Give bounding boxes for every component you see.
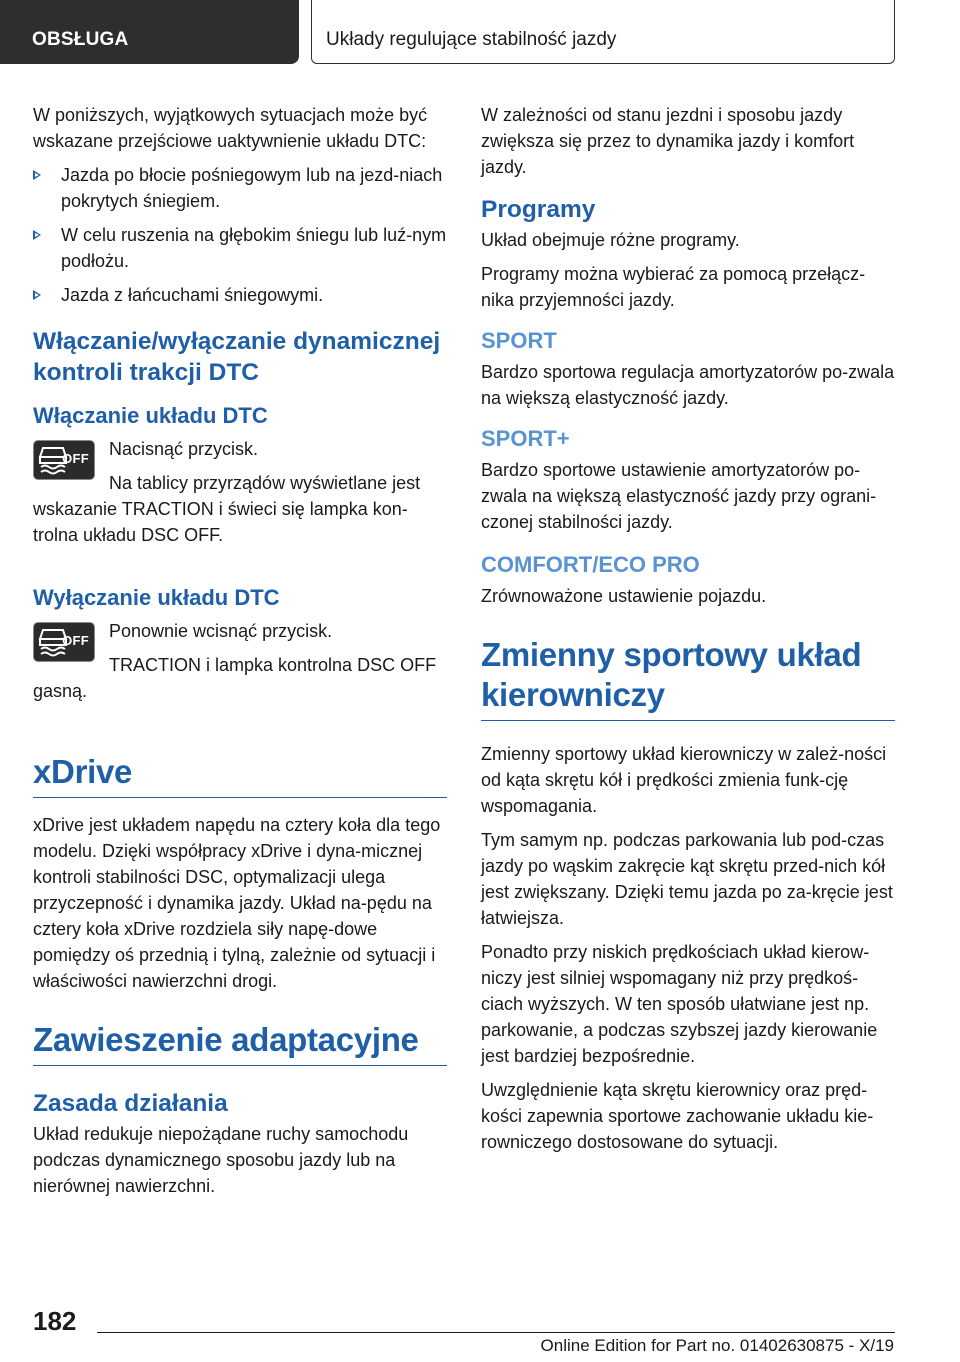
footer-divider bbox=[97, 1332, 895, 1333]
programs-paragraph-2: Programy można wybierać za pomocą przełącz-nika przyjemności jazdy. bbox=[481, 264, 866, 310]
dtc-on-step2: Na tablicy przyrządów wyświetlane jest wskazanie TRACTION i świeci się lampka kon-trolna układu DSC OFF. bbox=[33, 473, 421, 545]
dtc-on-block bbox=[33, 436, 447, 556]
edition-note: Online Edition for Part no. 01402630875 - X/19 bbox=[540, 1336, 894, 1355]
programs-paragraph-1: Układ obejmuje różne programy. bbox=[481, 230, 740, 250]
dtc-button-icon bbox=[33, 440, 95, 480]
section-tab bbox=[0, 0, 299, 64]
list-item: Jazda po błocie pośniegowym lub na jezd-niach pokrytych śniegiem. bbox=[33, 162, 447, 214]
left-column bbox=[33, 102, 447, 1207]
heading-dtc-off: Wyłączanie układu DTC bbox=[33, 585, 280, 610]
section-label: OBSŁUGA bbox=[32, 29, 129, 50]
chapter-title-box bbox=[311, 0, 895, 64]
intro-paragraph: W poniższych, wyjątkowych sytuacjach może być wskazane przejściowe uaktywnienie układu DTC: bbox=[33, 105, 428, 151]
steering-paragraph-1: Zmienny sportowy układ kierowniczy w zależ-ności od kąta skrętu kół i prędkości zmienia funk-cję wspomagania. bbox=[481, 744, 887, 816]
xdrive-paragraph: xDrive jest układem napędu na cztery koła dla tego modelu. Dzięki współpracy xDrive i dyna-micznej kontroli stabilności DSC, optymalizacji ulega przyczepność i dynamika jazdy. Układ na-pędu na cztery koła xDrive rozdziela siły napę-dowe pomiędzy oś przednią i tylną, zależnie od sytuacji i właściwości nawierzchni drogi. bbox=[33, 815, 441, 991]
heading-xdrive: xDrive bbox=[33, 752, 447, 798]
button-off-label: OFF bbox=[62, 451, 89, 466]
heading-sport: SPORT bbox=[481, 328, 557, 353]
heading-comfort-eco-pro: COMFORT/ECO PRO bbox=[481, 552, 700, 577]
page-header bbox=[0, 0, 960, 66]
sport-paragraph: Bardzo sportowa regulacja amortyzatorów po-zwala na większą elastyczność jazdy. bbox=[481, 362, 895, 408]
principle-paragraph: Układ redukuje niepożądane ruchy samochodu podczas dynamicznego sposobu jazdy lub na nierównej nawierzchni. bbox=[33, 1124, 409, 1196]
button-off-label: OFF bbox=[62, 633, 89, 648]
steering-paragraph-2: Tym samym np. podczas parkowania lub pod-czas jazdy po wąskim zakręcie kąt skrętu przed-nich kół jest zwiększany. Dzięki temu jazda po za-kręcie jest łatwiejsza. bbox=[481, 830, 893, 928]
dtc-off-step2: TRACTION i lampka kontrolna DSC OFF gasną. bbox=[33, 655, 437, 701]
dtc-off-block bbox=[33, 618, 447, 712]
comfort-paragraph: Zrównoważone ustawienie pojazdu. bbox=[481, 586, 767, 606]
list-item: Jazda z łańcuchami śniegowymi. bbox=[33, 282, 447, 308]
heading-sport-plus: SPORT+ bbox=[481, 426, 570, 451]
heading-adaptive-suspension: Zawieszenie adaptacyjne bbox=[33, 1020, 447, 1066]
right-column bbox=[481, 102, 895, 1163]
bullet-triangle-icon bbox=[33, 170, 41, 180]
bullet-triangle-icon bbox=[33, 230, 41, 240]
sport-plus-paragraph: Bardzo sportowe ustawienie amortyzatorów po-zwala na większą elastyczność jazdy przy ograni-czonej stabilności jazdy. bbox=[481, 460, 877, 532]
steering-paragraph-4: Uwzględnienie kąta skrętu kierownicy oraz pręd-kości zapewnia sportowe zachowanie układu kie-rowniczego dostosowane do sytuacji. bbox=[481, 1080, 874, 1152]
dtc-on-step1: Nacisnąć przycisk. bbox=[109, 439, 259, 459]
page-number: 182 bbox=[33, 1306, 77, 1336]
dtc-button-icon bbox=[33, 622, 95, 662]
list-item: W celu ruszenia na głębokim śniegu lub luź-nym podłożu. bbox=[33, 222, 447, 274]
dynamics-paragraph: W zależności od stanu jezdni i sposobu jazdy zwiększa się przez to dynamika jazdy i komfort jazdy. bbox=[481, 105, 855, 177]
chapter-title: Układy regulujące stabilność jazdy bbox=[326, 29, 617, 50]
dtc-off-step1: Ponownie wcisnąć przycisk. bbox=[109, 621, 333, 641]
bullet-triangle-icon bbox=[33, 290, 41, 300]
heading-variable-steering: Zmienny sportowy układ kierowniczy bbox=[481, 635, 895, 721]
situations-list bbox=[33, 162, 447, 308]
heading-principle: Zasada działania bbox=[33, 1090, 228, 1117]
heading-dtc-toggle: Włączanie/wyłączanie dynamicznej kontroli trakcji DTC bbox=[33, 328, 441, 386]
heading-dtc-on: Włączanie układu DTC bbox=[33, 403, 268, 428]
steering-paragraph-3: Ponadto przy niskich prędkościach układ kierow-niczy jest silniej wspomagany niż przy prędkoś-ciach wyższych. W ten sposób ułatwiane jest np. parkowanie, a podczas szybszej jazdy kierowanie jest bardziej bezpośrednie. bbox=[481, 942, 878, 1066]
heading-programs: Programy bbox=[481, 196, 596, 223]
page-footer bbox=[0, 1290, 960, 1362]
